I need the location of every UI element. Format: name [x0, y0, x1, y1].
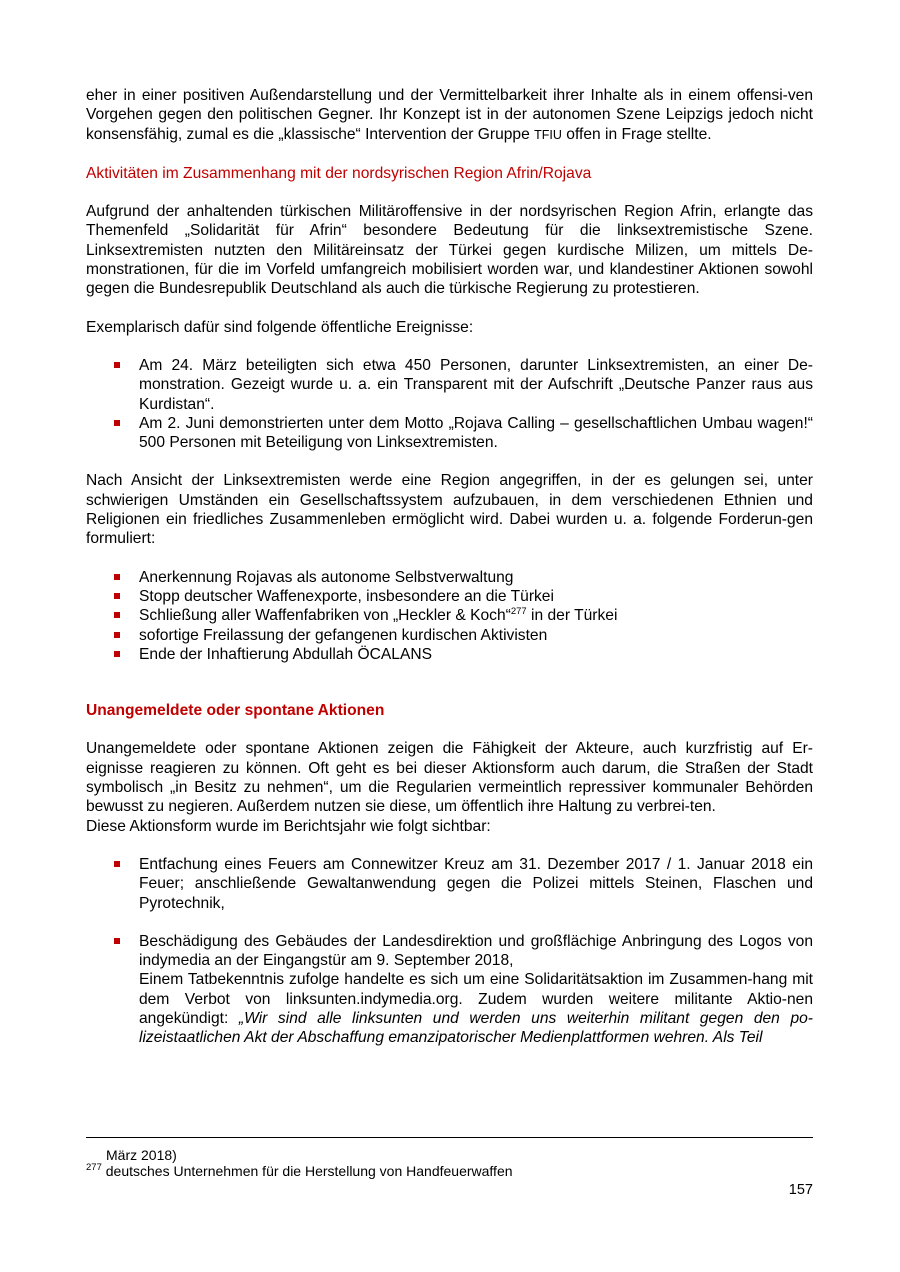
bullet-icon — [114, 593, 120, 599]
section-heading: Unangemeldete oder spontane Aktionen — [86, 702, 385, 720]
page-number: 157 — [788, 1182, 813, 1198]
bullet-icon — [114, 651, 120, 657]
document-body — [86, 86, 813, 1048]
bullet-icon — [114, 938, 120, 944]
bullet-icon — [114, 632, 120, 638]
demands-list — [86, 568, 813, 664]
intro-paragraph: eher in einer positiven Außendarstellung und der Vermittelbarkeit ihrer Inhalte als in einem offensi-ven Vorgehen gegen den politischen Gegner. Ihr Konzept ist in der autonomen Szene Leipzigs jedoch nicht konsensfähig, zumal es die „klassische“ Intervention der Gruppe TFIU offen in Frage stellte. — [86, 87, 813, 143]
list-item: Ende der Inhaftierung Abdullah ÖCALANS — [86, 645, 813, 664]
footnote-reference[interactable]: 277 — [510, 606, 527, 618]
list-item: Am 24. März beteiligten sich etwa 450 Personen, darunter Linksextremisten, an einer De-monstration. Gezeigt wurde u. a. ein Transparent mit der Aufschrift „Deutsche Panzer raus aus Kurdistan“. — [86, 356, 813, 414]
list-item: Entfachung eines Feuers am Connewitzer Kreuz am 31. Dezember 2017 / 1. Januar 2018 ein Feuer; anschließende Gewaltanwendung gegen die Polizei mittels Steinen, Flaschen und Pyrotechnik, — [86, 855, 813, 913]
bullet-icon — [114, 574, 120, 580]
list-item: sofortige Freilassung der gefangenen kurdischen Aktivisten — [86, 626, 813, 645]
list-item: Am 2. Juni demonstrierten unter dem Motto „Rojava Calling – gesellschaftlichen Umbau wagen!“ 500 Personen mit Beteiligung von Linksextremisten. — [86, 414, 813, 453]
afrin-subheading: Aktivitäten im Zusammenhang mit der nordsyrischen Region Afrin/Rojava — [86, 164, 592, 182]
bullet-icon — [114, 612, 120, 618]
list-item: Beschädigung des Gebäudes der Landesdirektion und großflächige Anbringung des Logos von indymedia an der Eingangstür am 9. September 2018, Einem Tatbekenntnis zufolge handelte es sich um eine Solidaritätsaktion im Zusammen-hang mit dem Verbot von linksunten.indymedia.org. Zudem wurden weitere militante Aktio-nen angekündigt: „Wir sind alle linksunten und werden uns weiterhin militant gegen den po-lizeistaatlichen Akt der Abschaffung emanzipatorischer Medienplattformen wehren. Als Teil — [86, 932, 813, 1048]
afrin-paragraph-3: Nach Ansicht der Linksextremisten werde eine Region angegriffen, in der es gelungen sei, unter schwierigen Umständen ein Gesellschaftssystem aufzubauen, in dem verschiedenen Ethnien und Religionen ein friedliches Zusammenleben ermöglicht wird. Dabei wurden u. a. folgende Forderun-gen formuliert: — [86, 472, 813, 548]
footnote-277: $^{277}$ deutsches Unternehmen für die Herstellung von Handfeuerwaffen — [86, 1162, 513, 1179]
footnote-continuation: März 2018) — [106, 1147, 177, 1163]
actions-list — [86, 855, 813, 1048]
bullet-icon — [114, 420, 120, 426]
spontaneous-paragraph-1: Unangemeldete oder spontane Aktionen zeigen die Fähigkeit der Akteure, auch kurzfristig auf Er-eignisse reagieren zu können. Oft geht es bei dieser Aktionsform auch darum, die Straßen der Stadt symbolisch „in Besitz zu nehmen“, um die Regularien vermeintlich repressiver kommunaler Behörden bewusst zu negieren. Außerdem nutzen sie diese, um öffentlich ihre Haltung zu verbrei-ten. — [86, 740, 813, 816]
afrin-paragraph-1: Aufgrund der anhaltenden türkischen Militäroffensive in der nordsyrischen Region Afrin, erlangte das Themenfeld „Solidarität für Afrin“ besondere Bedeutung für die linksextremistische Szene. Linksextremisten nutzten den Militäreinsatz der Türkei gegen kurdische Milizen, um mittels De-monstrationen, für die im Vorfeld umfangreich mobilisiert worden war, und klandestiner Aktionen sowohl gegen die Bundesrepublik Deutschland als auch die türkische Regierung zu protestieren. — [86, 203, 813, 298]
spontaneous-paragraph-2: Diese Aktionsform wurde im Berichtsjahr wie folgt sichtbar: — [86, 817, 491, 835]
footnote-divider — [86, 1137, 813, 1138]
list-item: Schließung aller Waffenfabriken von „Heckler & Koch“$^{277}$ in der Türkei — [86, 606, 813, 625]
quoted-statement: „Wir sind alle linksunten und werden uns weiterhin militant gegen den po-lizeistaatlichen Akt der Abschaffung emanzipatorischer Medienplattformen wehren. Als Teil — [139, 1009, 813, 1047]
footnote-number: 277 — [86, 1162, 102, 1173]
events-list — [86, 356, 813, 452]
group-abbreviation: TFIU — [534, 127, 562, 142]
list-item: Anerkennung Rojavas als autonome Selbstverwaltung — [86, 568, 813, 587]
list-item: Stopp deutscher Waffenexporte, insbesondere an die Türkei — [86, 587, 813, 606]
afrin-paragraph-2: Exemplarisch dafür sind folgende öffentliche Ereignisse: — [86, 318, 474, 336]
bullet-icon — [114, 362, 120, 368]
bullet-icon — [114, 861, 120, 867]
